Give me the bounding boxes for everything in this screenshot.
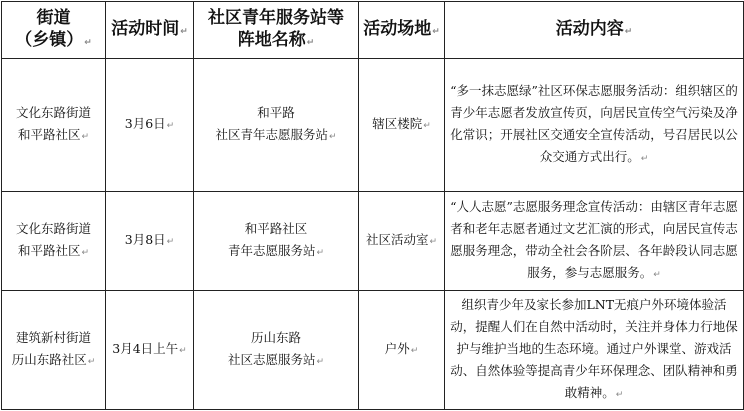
paragraph-mark-icon: ↵ xyxy=(423,121,431,131)
cell-station xyxy=(194,192,359,291)
paragraph-mark-icon: ↵ xyxy=(653,270,661,280)
header-venue-label: 活动场地 xyxy=(363,18,432,39)
table-row xyxy=(2,192,744,291)
cell-content xyxy=(445,59,744,192)
paragraph-mark-icon: ↵ xyxy=(166,237,175,247)
station-name-line-2: 社区志愿服务站↵ xyxy=(227,352,325,367)
header-station-line-2: 阵地名称↵ xyxy=(237,29,315,50)
activity-content: “多一抹志愿绿”社区环保志愿服务活动：组织辖区的青少年志愿者发放宣传页，向居民宣传空气污染及净化常识；开展社区交通安全宣传活动，号召居民以公众交通方式出行。 xyxy=(450,83,738,164)
cell-station xyxy=(194,59,359,192)
activity-venue: 户外 xyxy=(384,341,410,356)
activity-time: 3月8日 xyxy=(124,232,166,247)
activity-time: 3月4日上午 xyxy=(112,341,179,356)
station-name-line-1: 和平路 xyxy=(257,105,295,120)
table-row xyxy=(2,59,744,192)
paragraph-mark-icon: ↵ xyxy=(84,37,92,48)
paragraph-mark-icon: ↵ xyxy=(316,248,325,258)
cell-street xyxy=(2,59,106,192)
paragraph-mark-icon: ↵ xyxy=(624,26,633,37)
paragraph-mark-icon: ↵ xyxy=(410,346,419,356)
cell-time xyxy=(106,59,194,192)
header-venue xyxy=(359,2,445,59)
street-name: 建筑新村街道 xyxy=(15,330,91,345)
paragraph-mark-icon: ↵ xyxy=(81,132,90,142)
paragraph-mark-icon: ↵ xyxy=(328,132,337,142)
activity-venue: 辖区楼院 xyxy=(372,116,423,131)
community-name: 历山东路社区↵ xyxy=(11,352,96,367)
activity-content: 组织青少年及家长参加LNT无痕户外环境体验活动，提醒人们在自然中活动时，关注并身体力行地保护与维护当地的生态环境。通过户外课堂、游戏活动、自然体验等提高青少年环保理念、团队精神和勇敢精神。 xyxy=(450,297,738,400)
cell-venue xyxy=(359,192,445,291)
station-name-line-2: 青年志愿服务站↵ xyxy=(227,243,325,258)
paragraph-mark-icon: ↵ xyxy=(615,390,624,400)
header-street-line-1: 街道 xyxy=(36,7,71,28)
cell-content xyxy=(445,291,744,410)
cell-venue xyxy=(359,59,445,192)
header-street-line-2: （乡镇）↵ xyxy=(15,29,92,50)
paragraph-mark-icon: ↵ xyxy=(166,121,175,131)
activity-table xyxy=(1,1,744,410)
paragraph-mark-icon: ↵ xyxy=(81,248,90,258)
header-content xyxy=(445,2,744,59)
header-station-line-1: 社区青年服务站等 xyxy=(208,7,344,28)
community-name: 和平路社区↵ xyxy=(17,127,90,142)
paragraph-mark-icon: ↵ xyxy=(306,37,315,48)
paragraph-mark-icon: ↵ xyxy=(87,357,96,367)
activity-content: “人人志愿”志愿服务理念宣传活动：由辖区青年志愿者和老年志愿者通过文艺汇演的形式，向居民宣传志愿服务理念，带动全社会各阶层、各年龄段认同志愿服务，参与志愿服务。 xyxy=(450,199,738,280)
cell-time xyxy=(106,291,194,410)
station-name-line-1: 和平路社区 xyxy=(244,221,308,236)
station-name-line-2: 社区青年志愿服务站↵ xyxy=(215,127,337,142)
activity-venue: 社区活动室 xyxy=(365,232,429,247)
header-row xyxy=(2,2,744,59)
header-content-label: 活动内容 xyxy=(555,18,624,39)
station-name-line-1: 历山东路 xyxy=(250,330,301,345)
header-street xyxy=(2,2,106,59)
street-name: 文化东路街道 xyxy=(15,105,91,120)
cell-street xyxy=(2,291,106,410)
paragraph-mark-icon: ↵ xyxy=(180,26,188,37)
header-time xyxy=(106,2,194,59)
paragraph-mark-icon: ↵ xyxy=(640,154,649,164)
cell-station xyxy=(194,291,359,410)
cell-street xyxy=(2,192,106,291)
paragraph-mark-icon: ↵ xyxy=(432,26,440,37)
paragraph-mark-icon: ↵ xyxy=(316,357,325,367)
cell-time xyxy=(106,192,194,291)
street-name: 文化东路街道 xyxy=(15,221,91,236)
header-time-label: 活动时间 xyxy=(111,18,180,39)
cell-content xyxy=(445,192,744,291)
activity-time: 3月6日 xyxy=(124,116,166,131)
cell-venue xyxy=(359,291,445,410)
community-name: 和平路社区↵ xyxy=(17,243,90,258)
header-station xyxy=(194,2,359,59)
paragraph-mark-icon: ↵ xyxy=(179,346,187,356)
table-row xyxy=(2,291,744,410)
paragraph-mark-icon: ↵ xyxy=(429,237,438,247)
